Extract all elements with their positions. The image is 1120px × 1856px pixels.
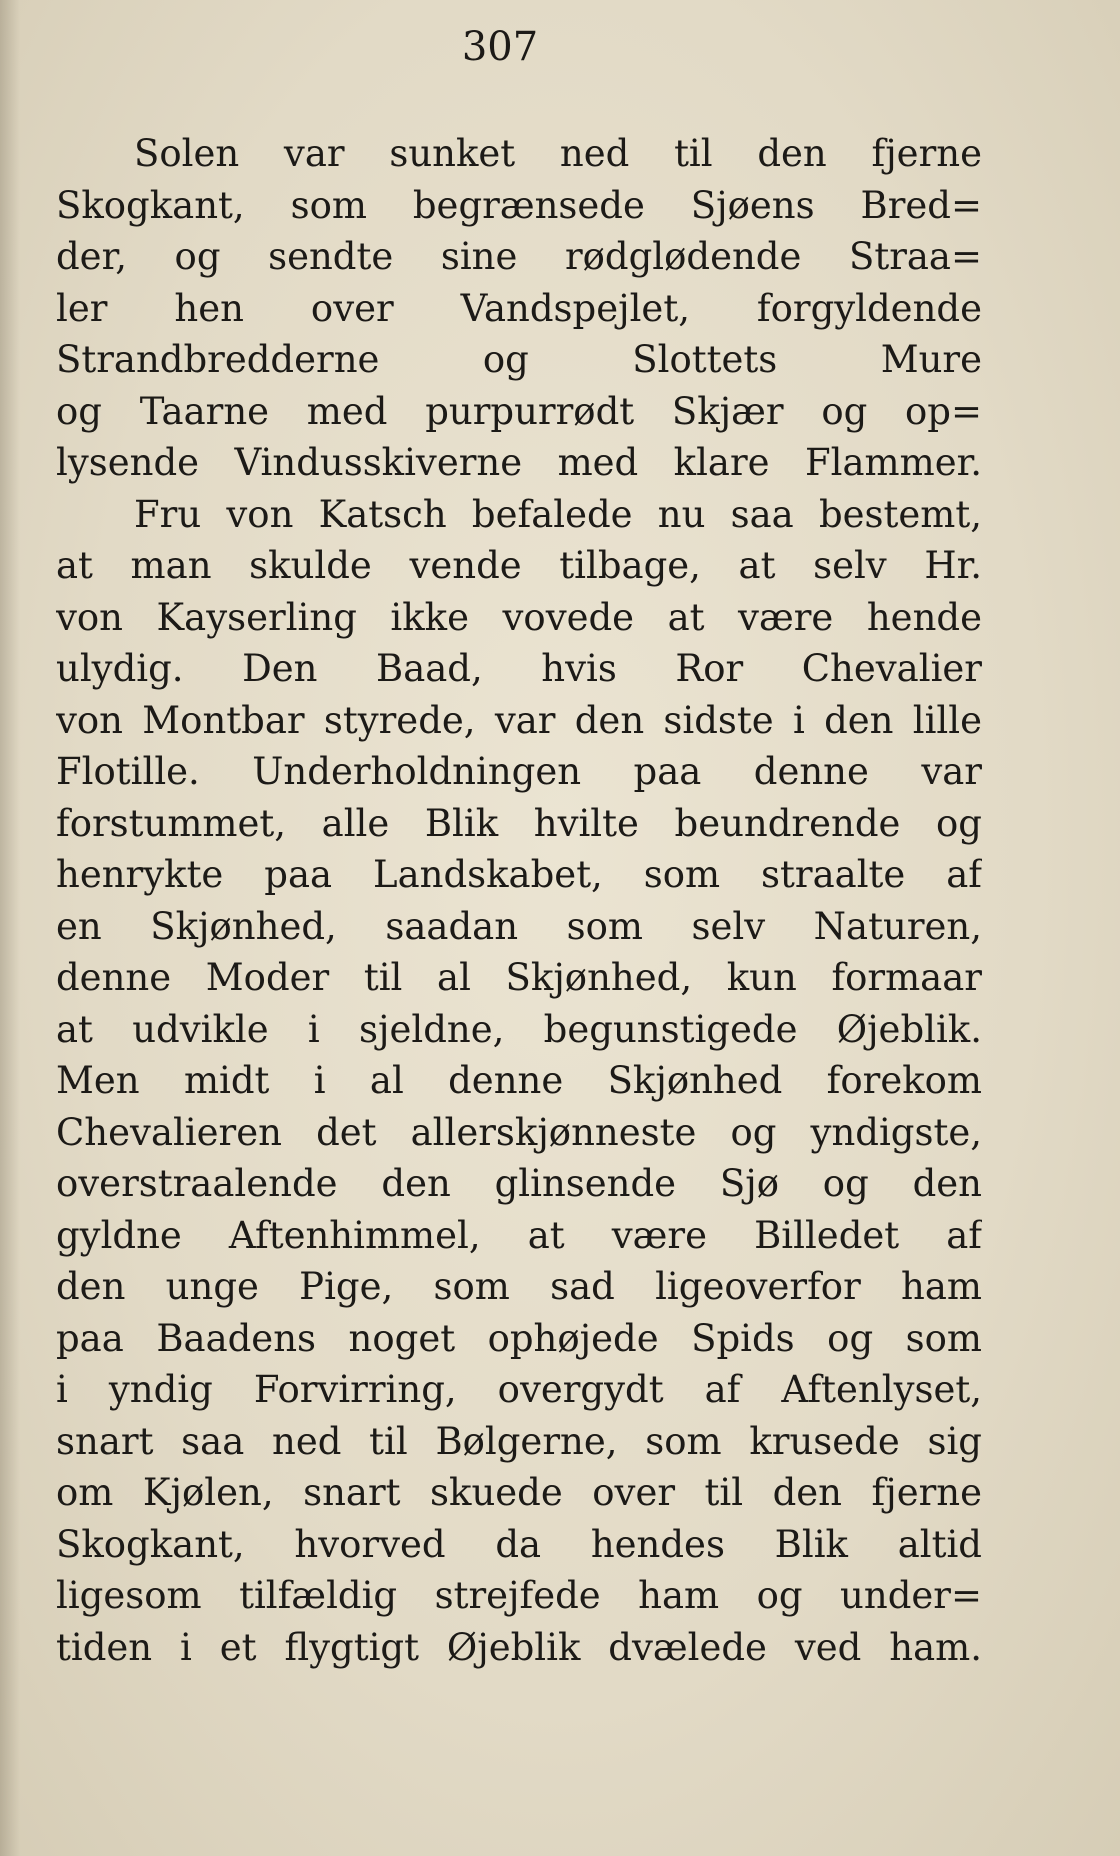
text-line: Solen var sunket ned til den fjerne bbox=[134, 132, 982, 175]
text-line: ulydig. Den Baad, hvis Ror Chevalier bbox=[56, 647, 982, 690]
text-line: overstraalende den glinsende Sjø og den bbox=[56, 1162, 982, 1205]
body-text bbox=[56, 128, 982, 1673]
text-line: gyldne Aftenhimmel, at være Billedet af bbox=[56, 1213, 982, 1257]
text-line: Skogkant, som begrænsede Sjøens Bred= bbox=[56, 183, 982, 227]
text-line: ler hen over Vandspejlet, forgyldende bbox=[56, 286, 982, 330]
text-line: von Montbar styrede, var den sidste i den lille bbox=[56, 698, 982, 742]
text-line: i yndig Forvirring, overgydt af Aftenlyset, bbox=[56, 1368, 982, 1411]
text-line: lysende Vindusskiverne med klare Flammer. bbox=[56, 441, 982, 484]
text-line: en Skjønhed, saadan som selv Naturen, bbox=[56, 904, 982, 948]
page-gutter-shadow bbox=[0, 0, 20, 1856]
text-line: Flotille. Underholdningen paa denne var bbox=[56, 750, 982, 793]
text-line: Fru von Katsch befalede nu saa bestemt, bbox=[134, 492, 982, 536]
text-line: Skogkant, hvorved da hendes Blik altid bbox=[56, 1522, 982, 1566]
text-line: Men midt i al denne Skjønhed forekom bbox=[56, 1059, 982, 1102]
text-line: paa Baadens noget ophøjede Spids og som bbox=[56, 1316, 982, 1360]
text-line: snart saa ned til Bølgerne, som krusede sig bbox=[56, 1419, 982, 1463]
text-line: denne Moder til al Skjønhed, kun formaar bbox=[56, 956, 982, 999]
text-line: den unge Pige, som sad ligeoverfor ham bbox=[56, 1265, 982, 1308]
page-number: 307 bbox=[461, 24, 539, 70]
text-line: henrykte paa Landskabet, som straalte af bbox=[56, 853, 982, 896]
text-line: Strandbredderne og Slottets Mure bbox=[56, 338, 982, 381]
text-line: at udvikle i sjeldne, begunstigede Øjeblik. bbox=[56, 1007, 982, 1051]
text-line: om Kjølen, snart skuede over til den fjerne bbox=[56, 1471, 982, 1514]
text-line: ligesom tilfældig strejfede ham og under= bbox=[56, 1574, 982, 1617]
text-line: og Taarne med purpurrødt Skjær og op= bbox=[56, 389, 982, 433]
text-line: Chevalieren det allerskjønneste og yndigste, bbox=[56, 1110, 982, 1154]
text-line: von Kayserling ikke vovede at være hende bbox=[56, 595, 982, 639]
text-line: forstummet, alle Blik hvilte beundrende og bbox=[56, 801, 982, 845]
text-line: tiden i et flygtigt Øjeblik dvælede ved ham. bbox=[56, 1625, 982, 1669]
text-line: der, og sendte sine rødglødende Straa= bbox=[56, 235, 982, 278]
text-line: at man skulde vende tilbage, at selv Hr. bbox=[56, 544, 982, 587]
